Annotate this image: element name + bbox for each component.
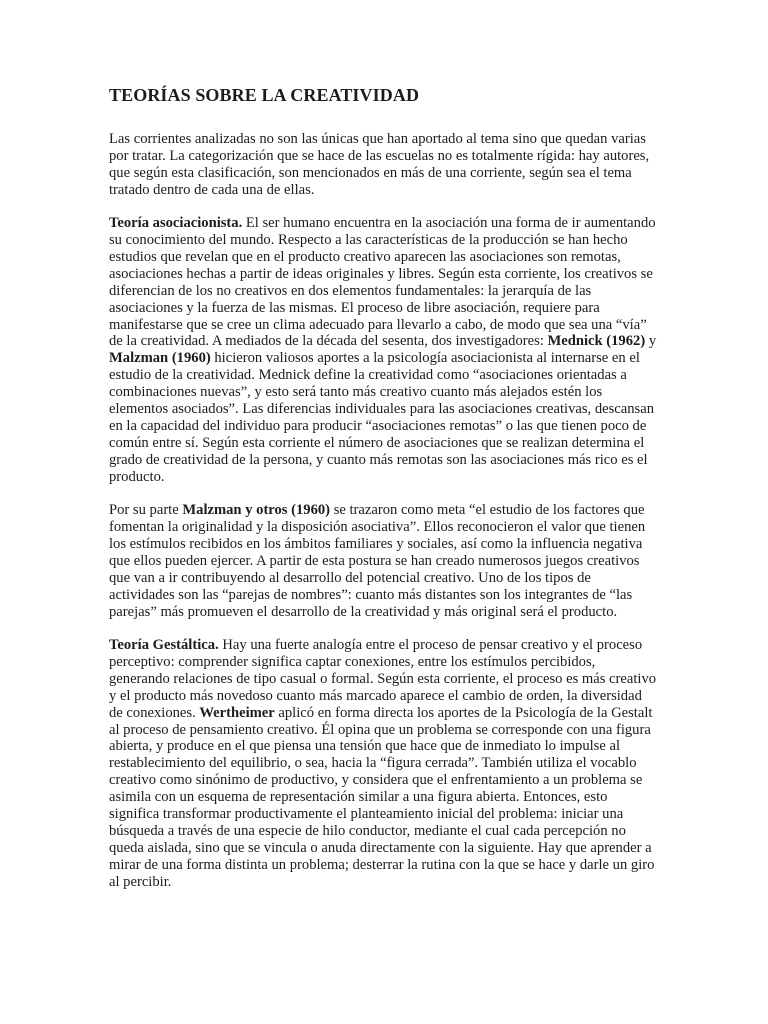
asociacionista-text-2: y — [645, 333, 657, 350]
asociacionista-text-3: hicieron valiosos aportes a la psicología asociacionista al internarse en el estudio de la creatividad. Mednick define la creatividad como “asociaciones orientadas a combinaciones nuevas”, y esto será tanto más creativo cuanto más alejados estén los elementos asociados”. Las diferencias individuales para las asociaciones creativas, descansan en la capacidad del individuo para producir “asociaciones remotas” o las que tienen poco de común entre sí. Según esta corriente el número de asociaciones que se realizan determina el grado de creatividad de la persona, y cuanto más remotas son las asociaciones más rico es el producto. — [109, 350, 655, 485]
author-mednick: Mednick (1962) — [547, 333, 646, 350]
author-wertheimer: Wertheimer — [199, 704, 275, 721]
gestaltica-paragraph — [109, 637, 659, 891]
asociacionista-text-1: El ser humano encuentra en la asociación una forma de ir aumentando su conocimiento del mundo. Respecto a las características de la producción se han hecho estudios que revelan que en el producto creativo aparecen las asociaciones son remotas, asociaciones hechas a partir de ideas originales y libres. Según esta corriente, los creativos se diferencian de los no creativos en dos elementos fundamentales: la jerarquía de las asociaciones y la fuerza de las mismas. El proceso de libre asociación, requiere para manifestarse que se cree un clima adecuado para llevarlo a cabo, de modo que sea una “vía” de la creatividad. A mediados de la década del sesenta, dos investigadores: — [109, 215, 656, 350]
asociacionista-heading: Teoría asociacionista. — [109, 215, 243, 232]
author-malzman: Malzman (1960) — [109, 350, 211, 367]
document-title: TEORÍAS SOBRE LA CREATIVIDAD — [109, 85, 420, 105]
malzman-text-1: Por su parte — [109, 502, 183, 519]
gestaltica-heading: Teoría Gestáltica. — [109, 636, 219, 653]
intro-paragraph: Las corrientes analizadas no son las únicas que han aportado al tema sino que quedan varias por tratar. La categorización que se hace de las escuelas no es totalmente rígida: hay autores, que según esta clasificación, son mencionados en más de una corriente, según sea el tema tratado dentro de cada una de ellas. — [109, 131, 650, 198]
gestaltica-text-2: aplicó en forma directa los aportes de la Psicología de la Gestalt al proceso de pensamiento creativo. Él opina que un problema se corresponde con una figura abierta, y produce en el que piensa una tensión que hace que de inmediato lo impulse al restablecimiento del equilibrio, o sea, hacia la “figura cerrada”. También utiliza el vocablo creativo como sinónimo de productivo, y considera que el enfrentamiento a un problema se asimila con un esquema de representación similar a una figura abierta. Entonces, esto significa transformar productivamente el planteamiento inicial del problema: iniciar una búsqueda a través de una especie de hilo conductor, mediante el cual cada percepción no queda aislada, sino que se vincula o anuda directamente con la siguiente. Hay que aprender a mirar de una forma distinta un problema; desterrar la rutina con la que se hace y darle un giro al percibir. — [109, 704, 655, 890]
asociacionista-paragraph — [109, 215, 659, 486]
author-malzman-otros: Malzman y otros (1960) — [182, 502, 331, 519]
malzman-paragraph — [109, 502, 659, 620]
gestaltica-text-1: Hay una fuerte analogía entre el proceso de pensar creativo y el proceso perceptivo: comprender significa captar conexiones, entre los estímulos percibidos, generando relaciones de tipo casual o formal. Según esta corriente, el proceso es más creativo y el producto más novedoso cuanto más marcado aparece el cambio de orden, la diversidad de conexiones. — [109, 636, 657, 721]
document-page — [109, 84, 659, 907]
malzman-text-2: se trazaron como meta “el estudio de los factores que fomentan la originalidad y la disposición asociativa”. Ellos reconocieron el valor que tienen los estímulos recibidos en los ámbitos familiares y sociales, así como la influencia negativa que ellos pueden ejercer. A partir de esta postura se han creado numerosos juegos creativos que van a ir contribuyendo al desarrollo del potencial creativo. Uno de los tipos de actividades son las “parejas de nombres”: cuanto más distantes son los integrantes de “las parejas” más promueven el desarrollo de la creatividad y más original será el producto. — [109, 502, 646, 620]
